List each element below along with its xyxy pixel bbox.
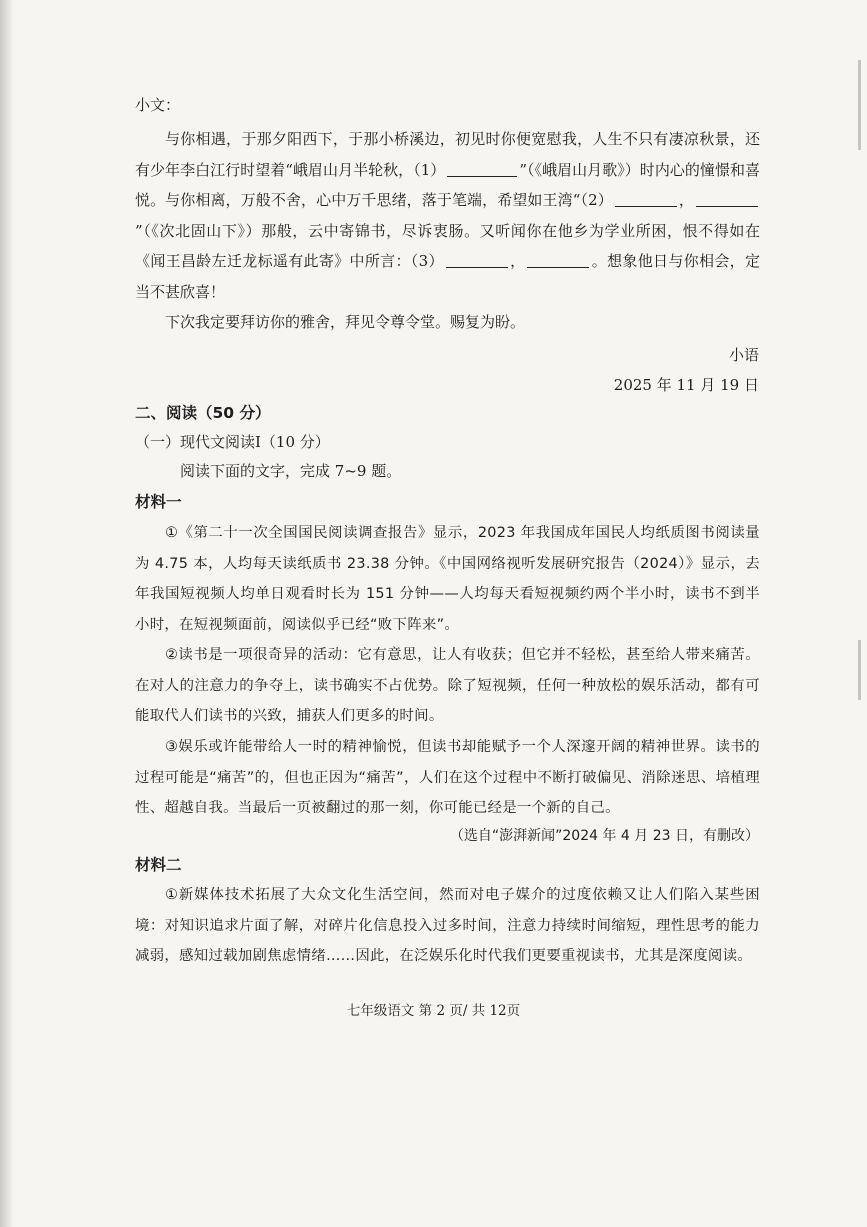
material-1-label: 材料一 <box>135 493 182 511</box>
section-heading: 二、阅读（50 分） <box>135 404 271 422</box>
material-1-paragraph-3: ③娱乐或许能带给人一时的精神愉悦，但读书却能赋予一个人深邃开阔的精神世界。读书的过程可能是“痛苦”的，但也正因为“痛苦”，人们在这个过程中不断打破偏见、消除迷思、培植理性、超越自我。当最后一页被翻过的那一刻，你可能已经是一个新的自己。 <box>135 739 760 816</box>
letter-paragraph-2: 下次我定要拜访你的雅舍，拜见令尊令堂。赐复为盼。 <box>165 313 526 331</box>
answer-blank-2b <box>696 192 758 207</box>
answer-blank-1 <box>447 162 517 177</box>
material-1-paragraph-1: ①《第二十一次全国国民阅读调查报告》显示，2023 年我国成年国民人均纸质图书阅读量为 4.75 本，人均每天读纸质书 23.38 分钟。《中国网络视听发展研究报告（2024）》显示，去年我国短视频人均单日观看时长为 151 分钟——人均每天看短视频约两个半小时，读书不到半小时，在短视频面前，阅读似乎已经“败下阵来”。 <box>135 525 760 633</box>
answer-blank-3b <box>527 253 589 268</box>
material-1-source: （选自“澎湃新闻”2024 年 4 月 23 日，有删改） <box>449 828 759 844</box>
letter-date: 2025 年 11 月 19 日 <box>613 376 759 394</box>
answer-blank-3a <box>446 253 508 268</box>
section-instruction: 阅读下面的文字，完成 7~9 题。 <box>180 462 402 480</box>
section-subheading: （一）现代文阅读Ⅰ（10 分） <box>135 433 330 451</box>
material-2-label: 材料二 <box>135 856 182 874</box>
page-footer: 七年级语文 第 2 页/ 共 12页 <box>346 1003 521 1019</box>
answer-blank-2a <box>615 192 677 207</box>
letter-salutation: 小文： <box>135 96 181 114</box>
letter-paragraph-1: 与你相遇，于那夕阳西下，于那小桥溪边，初见时你便宽慰我，人生不只有凄凉秋景，还有少年李白江行时望着“峨眉山月半轮秋，（1） ”（《峨眉山月歌》）时内心的憧憬和喜悦。与你相离，万般不舍，心中万千思绪，落于笔端，希望如王湾“（2） ，”（《次北固山下》）那般，云中寄锦书，尽诉衷肠。又听闻你在他乡为学业所困，恨不得如在《闻王昌龄左迁龙标遥有此寄》中所言：（3） ， 。想象他日与你相会，定当不甚欣喜！ <box>135 130 760 301</box>
material-2-paragraph-1: ①新媒体技术拓展了大众文化生活空间，然而对电子媒介的过度依赖又让人们陷入某些困境：对知识追求片面了解，对碎片化信息投入过多时间，注意力持续时间缩短，理性思考的能力减弱，感知过载加剧焦虑情绪……因此，在泛娱乐化时代我们更要重视读书，尤其是深度阅读。 <box>135 887 760 964</box>
letter-signature: 小语 <box>728 346 759 364</box>
material-1-paragraph-2: ②读书是一项很奇异的活动：它有意思，让人有收获；但它并不轻松，甚至给人带来痛苦。在对人的注意力的争夺上，读书确实不占优势。除了短视频，任何一种放松的娱乐活动，都有可能取代人们读书的兴致，捕获人们更多的时间。 <box>135 647 760 724</box>
scan-edge-shadow <box>0 0 14 1227</box>
scan-edge-mark <box>858 640 861 700</box>
scan-edge-mark <box>858 60 861 150</box>
